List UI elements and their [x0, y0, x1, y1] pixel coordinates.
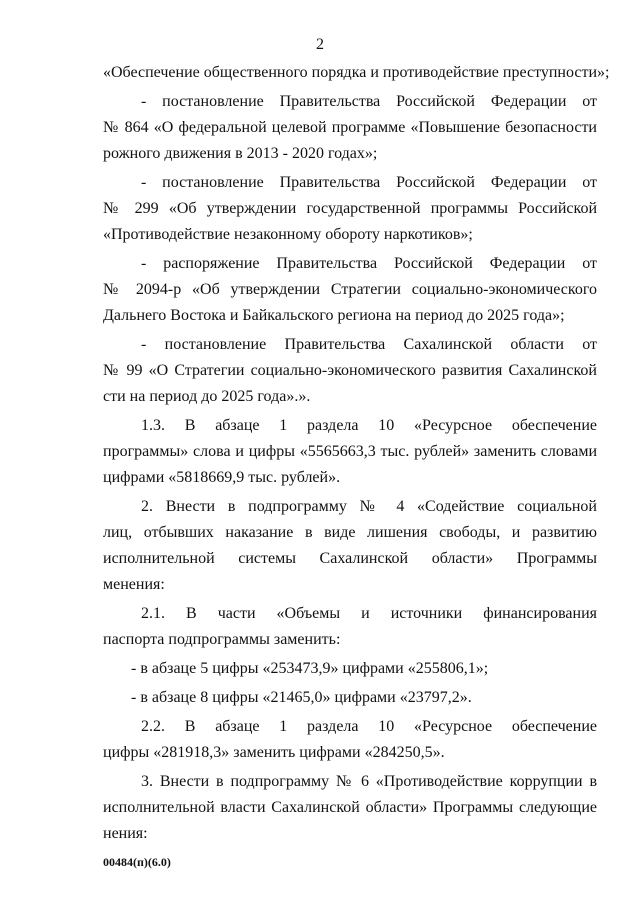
text-line: «Противодействие незаконному обороту наркотиков»;: [103, 226, 473, 243]
text-line: цифры «281918,3» заменить цифрами «284250,5».: [103, 744, 445, 761]
paragraph: [103, 601, 597, 653]
paragraph: [103, 332, 597, 410]
text-line: Дальнего Востока и Байкальского региона на период до 2025 года»;: [103, 307, 565, 324]
text-line: - постановление Правительства Российской Федерации от: [141, 174, 597, 191]
text-line: лиц, отбывших наказание в виде лишения свободы, и развитию: [103, 524, 597, 541]
paragraph: [103, 769, 597, 847]
paragraph: [103, 413, 597, 491]
text-line: № 99 «О Стратегии социально-экономического развития Сахалинской: [103, 362, 597, 379]
text-line: № 2094-р «Об утверждении Стратегии социально-экономического: [103, 281, 597, 298]
paragraph: [103, 656, 597, 682]
text-line: 3. Внести в подпрограмму № 6 «Противодействие коррупции в: [141, 773, 597, 790]
text-line: 1.3. В абзаце 1 раздела 10 «Ресурсное обеспечение: [141, 417, 597, 434]
paragraph: [103, 60, 610, 86]
paragraph: [103, 89, 597, 167]
text-line: рожного движения в 2013 - 2020 годах»;: [103, 145, 378, 162]
paragraph: [103, 251, 597, 329]
text-line: № 864 «О федеральной целевой программе «Повышение безопасности: [103, 119, 597, 136]
text-line: паспорта подпрограммы заменить:: [103, 631, 341, 648]
text-line: - в абзаце 8 цифры «21465,0» цифрами «23797,2».: [131, 689, 472, 706]
page-number: 2: [316, 36, 324, 53]
text-line: исполнительной системы Сахалинской области» Программы: [103, 550, 597, 567]
text-line: менения:: [103, 576, 165, 593]
text-line: программы» слова и цифры «5565663,3 тыс. рублей» заменить словами: [103, 443, 597, 460]
text-line: «Обеспечение общественного порядка и противодействие преступности»;: [103, 64, 610, 81]
paragraph: [103, 170, 597, 248]
text-line: 2. Внести в подпрограмму № 4 «Содействие социальной: [141, 498, 597, 515]
paragraph: [103, 685, 597, 711]
text-line: сти на период до 2025 года».».: [103, 388, 311, 405]
paragraph: [103, 494, 597, 598]
text-line: нения:: [103, 825, 148, 842]
text-line: исполнительной власти Сахалинской области» Программы следующие: [103, 799, 597, 816]
text-line: - постановление Правительства Российской Федерации от: [141, 93, 597, 110]
text-line: - распоряжение Правительства Российской Федерации от: [141, 255, 597, 272]
text-line: № 299 «Об утверждении государственной программы Российской: [103, 200, 597, 217]
document-code: 00484(п)(6.0): [103, 855, 171, 869]
text-line: - постановление Правительства Сахалинской области от: [141, 336, 597, 353]
paragraph: [103, 714, 597, 766]
text-line: - в абзаце 5 цифры «253473,9» цифрами «255806,1»;: [131, 660, 489, 677]
text-line: 2.2. В абзаце 1 раздела 10 «Ресурсное обеспечение: [141, 718, 597, 735]
document-body: [103, 60, 610, 847]
text-line: цифрами «5818669,9 тыс. рублей».: [103, 469, 341, 486]
text-line: 2.1. В части «Объемы и источники финансирования: [141, 605, 597, 622]
